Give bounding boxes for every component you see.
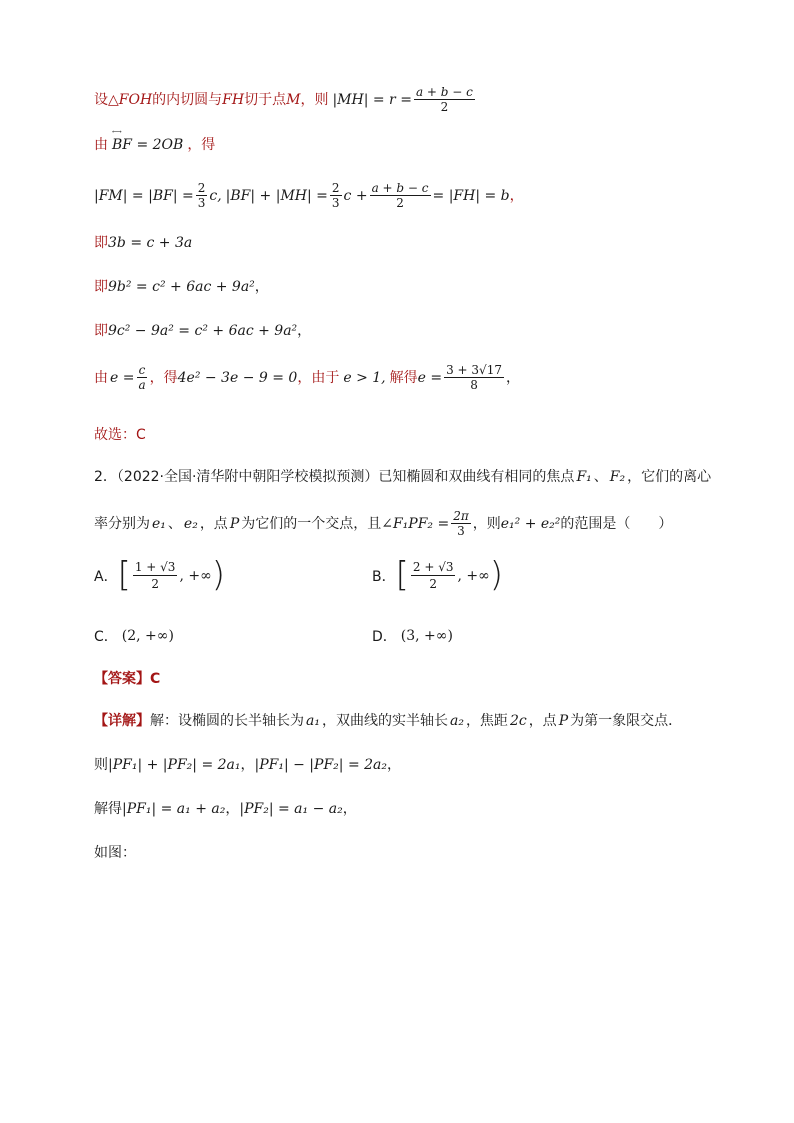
- fraction: [330, 182, 342, 209]
- text: 、: [593, 469, 608, 485]
- text: 即: [94, 279, 108, 295]
- math: |BF| + |MH| =: [225, 187, 328, 204]
- math: P: [229, 515, 240, 532]
- text: ，: [297, 323, 312, 339]
- fraction-denominator: 2: [396, 196, 404, 210]
- fraction: [136, 364, 147, 391]
- line-figure: [94, 846, 136, 860]
- fraction-denominator: 2: [429, 577, 437, 591]
- detail-tag: 【详解】: [94, 713, 150, 729]
- option-c[interactable]: [94, 626, 174, 646]
- fraction: [444, 364, 504, 391]
- math-vector-eq: ←→ BF = 2OB: [112, 138, 183, 152]
- math: a₁: [306, 713, 320, 729]
- text: ，: [505, 369, 520, 386]
- bracket-right: ): [211, 554, 226, 595]
- math: |PF₂| = a₁ − a₂: [239, 801, 343, 817]
- option-label: D．: [372, 629, 397, 645]
- fraction-denominator: 2: [440, 100, 449, 114]
- text: ，: [342, 801, 357, 817]
- fraction-numerator: 2π: [453, 509, 469, 523]
- math: 2c: [509, 713, 527, 729]
- text: ，点: [199, 515, 228, 532]
- math: e₁² + e₂²: [500, 515, 561, 532]
- bracket-left: [: [395, 554, 409, 595]
- math-m: M: [286, 91, 301, 108]
- line-lengths: [94, 182, 524, 209]
- text: ，由于: [297, 369, 340, 386]
- math: ∠F₁PF₂ =: [381, 515, 450, 532]
- math-fh: FH: [222, 91, 245, 108]
- option-a[interactable]: [94, 554, 226, 595]
- math: e =: [417, 369, 443, 386]
- text: 如图：: [94, 845, 136, 861]
- fraction: [414, 86, 475, 113]
- math: (2, +∞): [121, 628, 174, 644]
- math: c,: [209, 187, 222, 204]
- math: (3, +∞): [400, 628, 453, 644]
- option-b[interactable]: [372, 554, 504, 595]
- fraction-numerator: 2: [197, 181, 206, 195]
- line-eccentricity: [94, 364, 520, 391]
- option-label: B．: [372, 568, 396, 585]
- line-9c2: [94, 324, 311, 338]
- fraction: [133, 560, 178, 591]
- text: 即: [94, 323, 108, 339]
- fraction-denominator: 2: [151, 577, 159, 591]
- math: = |FH| = b: [432, 187, 510, 204]
- fraction-numerator: c: [138, 363, 146, 377]
- option-label: A．: [94, 568, 118, 585]
- text: 由: [94, 369, 108, 386]
- text: ，: [509, 187, 524, 204]
- text: ，得: [149, 369, 178, 386]
- math: |PF₁| + |PF₂| = 2a₁: [108, 757, 241, 773]
- fraction-denominator: a: [138, 378, 146, 392]
- line-9b2: [94, 280, 269, 294]
- fraction: [370, 182, 431, 209]
- text: 2．（2022·全国·清华附中朝阳学校模拟预测）已知椭圆和双曲线有相同的焦点: [94, 469, 575, 485]
- fraction-denominator: 8: [470, 378, 478, 392]
- text: 的范围是（ ）: [560, 515, 673, 532]
- fraction-denominator: 3: [197, 196, 206, 210]
- text: 故选：C: [94, 427, 146, 443]
- answer-line: [94, 672, 160, 686]
- fraction: [451, 510, 471, 537]
- text: 由: [94, 137, 108, 153]
- line-incircle: [94, 86, 477, 113]
- bracket-left: [: [117, 554, 131, 595]
- fraction-numerator: a + b − c: [415, 85, 473, 99]
- text: 解得: [94, 801, 122, 817]
- text: ，它们的离心: [627, 469, 712, 485]
- math: e₂: [183, 515, 198, 532]
- fraction-denominator: 3: [331, 196, 340, 210]
- math: a₂: [449, 713, 464, 729]
- fraction-numerator: 1 + √3: [134, 560, 176, 574]
- text: 解得: [389, 369, 418, 386]
- bracket-right: ): [489, 554, 504, 595]
- text: ，得: [187, 137, 216, 153]
- text: 为第一象限交点．: [570, 713, 683, 729]
- math: P: [558, 713, 569, 729]
- math: |FM| = |BF| =: [94, 187, 194, 204]
- fraction: [411, 560, 456, 591]
- math: 9c² − 9a² = c² + 6ac + 9a²: [108, 323, 298, 339]
- text: 的内切圆与: [152, 91, 223, 108]
- math-triangle: △FOH: [108, 91, 153, 108]
- line-choice: [94, 428, 146, 442]
- text: ，点: [528, 713, 557, 729]
- text: 设: [94, 91, 108, 108]
- text: ，: [254, 279, 269, 295]
- text: ，: [225, 801, 240, 817]
- math: e > 1,: [343, 369, 386, 386]
- question-2-line-1: [94, 470, 711, 484]
- math: F₂: [609, 469, 626, 485]
- math: , +∞: [179, 567, 212, 584]
- text: ，双曲线的实半轴长: [321, 713, 448, 729]
- math: , +∞: [457, 567, 490, 584]
- math: 4e² − 3e − 9 = 0: [177, 369, 298, 386]
- option-d[interactable]: [372, 626, 453, 646]
- line-vector: [94, 138, 215, 152]
- answer-tag: 【答案】: [94, 671, 150, 687]
- text: 解：设椭圆的长半轴长为: [150, 713, 304, 729]
- fraction: [196, 182, 208, 209]
- text: 、: [167, 515, 182, 532]
- text: ，: [240, 757, 255, 773]
- text: 为它们的一个交点，且: [241, 515, 382, 532]
- math-mh-eq: |MH| = r =: [332, 91, 412, 108]
- math: e =: [110, 369, 135, 386]
- detail-line: [94, 714, 682, 728]
- text: ，则: [472, 515, 501, 532]
- fraction-numerator: a + b − c: [371, 181, 429, 195]
- text: 切于点: [244, 91, 287, 108]
- math: c +: [343, 187, 368, 204]
- fraction-numerator: 2 + √3: [412, 560, 454, 574]
- math: e₁: [152, 515, 166, 532]
- text: ，: [387, 757, 401, 773]
- math: 9b² = c² + 6ac + 9a²: [108, 279, 255, 295]
- line-3b: [94, 236, 192, 250]
- text: 率分别为: [94, 515, 150, 532]
- line-then: [94, 758, 401, 772]
- fraction-numerator: 2: [331, 181, 340, 195]
- question-2-line-2: [94, 510, 672, 537]
- answer-value: C: [150, 671, 161, 687]
- text: ，则: [300, 91, 329, 108]
- math: 3b = c + 3a: [108, 235, 193, 251]
- line-solve: [94, 802, 357, 816]
- fraction-denominator: 3: [457, 524, 465, 538]
- math: |PF₁| − |PF₂| = 2a₂: [254, 757, 387, 773]
- text: 则: [94, 757, 108, 773]
- math: |PF₁| = a₁ + a₂: [122, 801, 226, 817]
- text: ，焦距: [465, 713, 508, 729]
- math: F₁: [576, 469, 592, 485]
- fraction-numerator: 3 + 3√17: [446, 363, 502, 377]
- text: 即: [94, 235, 108, 251]
- option-label: C．: [94, 629, 118, 645]
